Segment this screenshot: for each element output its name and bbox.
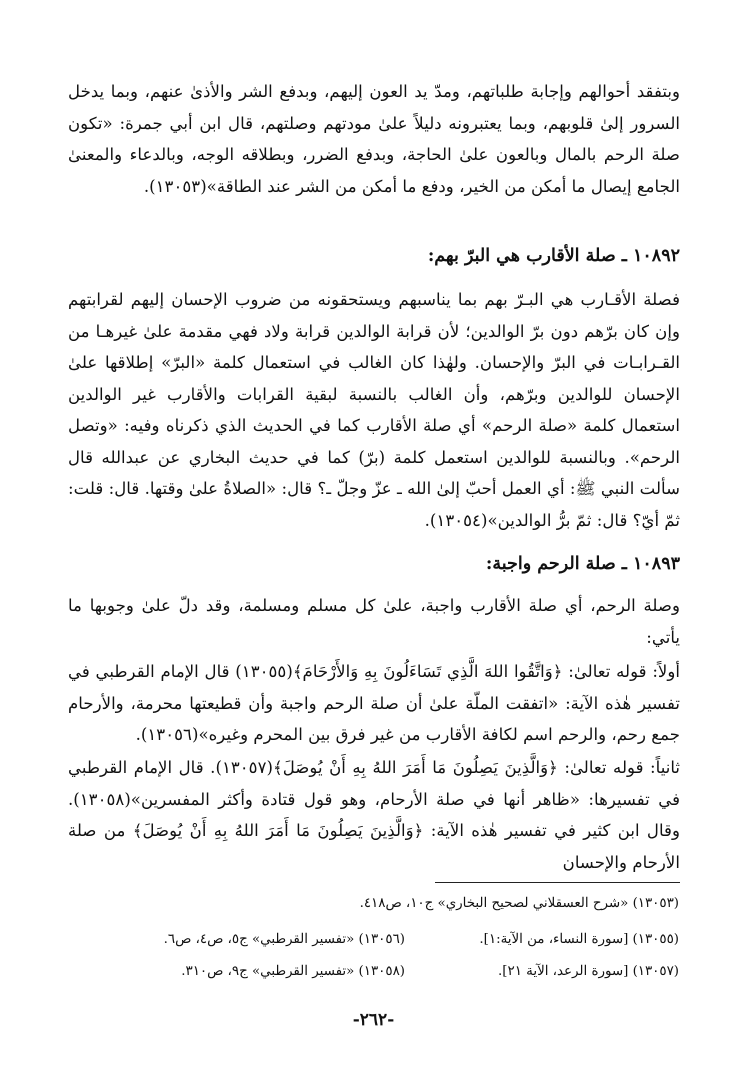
- section-heading-10893: ١٠٨٩٣ ـ صلة الرحم واجبة:: [485, 554, 680, 574]
- paragraph-kinship-righteousness: فصلة الأقـارب هي البـرّ بهم بما يناسبهم ويستحقونه من ضروب الإحسان إليهم لقرابتهم وإن كان برّهم دون برّ الوالدين؛ لأن قرابة الوالدين قرابة ولاد فهي مقدمة علىٰ غيرهـا من القـرابـات في البرّ والإحسان. ولهٰذا كان الغالب في استعمال كلمة «البرّ» إطلاقها علىٰ الإحسان للوالدين وبرّهم، وأن الغالب بالنسبة لبقية القرابات والأقارب غير الوالدين استعمال كلمة «صلة الرحم» أي صلة الأقارب كما في الحديث الذي ذكرناه وفيه: «وتصل الرحم». وبالنسبة للوالدين استعمل كلمة (برّ) كما في حديث البخاري عن عبدالله قال سألت النبي ﷺ: أي العمل أحبّ إلىٰ الله ـ عزّ وجلّ ـ؟ قال: «الصلاةُ علىٰ وقتها. قال: قلت: ثمّ أيّ؟ قال: ثمّ برُّ الوالدين»(١٣٠٥٤).: [68, 290, 680, 530]
- footnote-13058: (١٣٠٥٨) «تفسير القرطبي» ج٩، ص٣١٠.: [181, 964, 405, 979]
- paragraph-obligation: وصلة الرحم، أي صلة الأقارب واجبة، علىٰ كل مسلم ومسلمة، وقد دلّ علىٰ وجوبها ما يأتي:: [68, 596, 680, 647]
- footnote-divider: [435, 882, 680, 883]
- section-heading-10892: ١٠٨٩٢ ـ صلة الأقارب هي البرّ بهم:: [427, 246, 680, 266]
- footnote-13057: (١٣٠٥٧) [سورة الرعد، الآية ٢١].: [498, 964, 679, 979]
- footnote-13055: (١٣٠٥٥) [سورة النساء، من الآية:١].: [479, 932, 679, 947]
- footnote-13056: (١٣٠٥٦) «تفسير القرطبي» ج٥، ص٤، ص٦.: [163, 932, 405, 947]
- paragraph-first-evidence: أولاً: قوله تعالىٰ: ﴿وَاتَّقُوا اللهَ الَّذِي تَسَاءَلُونَ بِهِ وَالأَرْحَامَ﴾(١٣٠٥٥) قال الإمام القرطبي في تفسير هٰذه الآية: «اتفقت الملّة علىٰ أن صلة الرحم واجبة وأن قطيعتها محرمة، والأرحام جمع رحم، والرحم اسم لكافة الأقارب من غير فرق بين المحرم وغيره»(١٣٠٥٦).: [68, 662, 680, 744]
- footnote-13053: (١٣٠٥٣) «شرح العسقلاني لصحيح البخاري» ج١٠، ص٤١٨.: [359, 896, 679, 911]
- paragraph-intro: وبتفقد أحوالهم وإجابة طلباتهم، ومدّ يد العون إليهم، وبدفع الشر والأذىٰ عنهم، وبما يدخل السرور إلىٰ قلوبهم، وبما يعتبرونه دليلاً علىٰ مودتهم وصلتهم، قال ابن أبي جمرة: «تكون صلة الرحم بالمال وبالعون علىٰ الحاجة، وبدفع الضرر، وبطلاقه الوجه، وبالدعاء والمعنىٰ الجامع إيصال ما أمكن من الخير، ودفع ما أمكن من الشر عند الطاقة»(١٣٠٥٣).: [68, 82, 680, 196]
- paragraph-second-evidence: ثانياً: قوله تعالىٰ: ﴿وَالَّذِينَ يَصِلُونَ مَا أَمَرَ اللهُ بِهِ أَنْ يُوصَلَ﴾(١٣٠٥٧). قال الإمام القرطبي في تفسيرها: «ظاهر أنها في صلة الأرحام، وهو قول قتادة وأكثر المفسرين»(١٣٠٥٨). وقال ابن كثير في تفسير هٰذه الآية: ﴿وَالَّذِينَ يَصِلُونَ مَا أَمَرَ اللهُ بِهِ أَنْ يُوصَلَ﴾ من صلة الأرحام والإحسان: [68, 758, 680, 872]
- page-number: -٢٦٢-: [352, 1010, 395, 1030]
